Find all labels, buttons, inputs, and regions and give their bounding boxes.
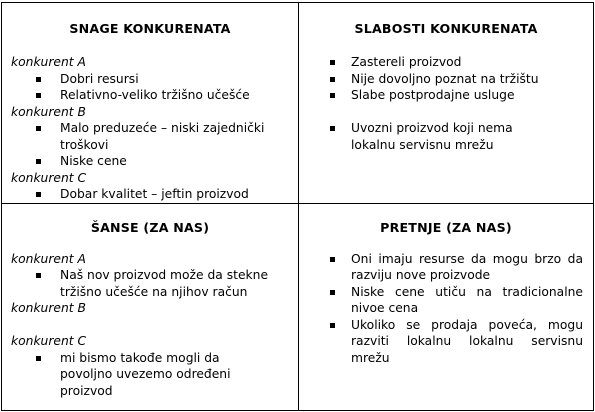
bullet-icon: [330, 257, 335, 262]
bullet-icon: [36, 192, 41, 197]
strengths-competitor-a-list: [2, 71, 298, 104]
list-item: Nije dovoljno poznat na tržištu: [299, 71, 593, 88]
list-spacer: [299, 104, 593, 121]
bullet-icon: [36, 77, 41, 82]
bullet-icon: [36, 356, 41, 361]
bullet-icon: [330, 323, 335, 328]
list-item: Dobar kvalitet – jeftin proizvod: [2, 186, 298, 203]
strengths-title: SNAGE KONKURENATA: [69, 21, 231, 36]
swot-table: [1, 2, 594, 411]
opportunities-quadrant: [2, 203, 299, 411]
list-item: Naš nov proizvod može da stekne tržišno učešće na njihov račun: [2, 267, 298, 300]
bullet-icon: [36, 126, 41, 131]
bullet-icon: [330, 290, 335, 295]
list-item: Malo preduzeće – niski zajednički troškovi: [2, 120, 298, 153]
opportunities-competitor-c-list: [2, 350, 298, 400]
strengths-quadrant: [2, 3, 299, 204]
list-item: Zastereli proizvod: [299, 54, 593, 71]
list-item: Oni imaju resurse da mogu brzo da razviju nove proizvode: [299, 251, 593, 284]
strengths-competitor-b-label: konkurent B: [11, 104, 86, 119]
threats-title: PRETNJE (ZA NAS): [380, 219, 512, 235]
opportunities-competitor-a-label: konkurent A: [11, 251, 86, 266]
list-item: Slabe postprodajne usluge: [299, 87, 593, 104]
threats-list: [299, 251, 593, 367]
opportunities-competitor-b-label: konkurent B: [11, 301, 86, 315]
list-item: Niske cene: [2, 153, 298, 170]
weaknesses-quadrant: [299, 3, 594, 204]
bullet-icon: [36, 159, 41, 164]
bullet-icon: [36, 273, 41, 278]
bullet-icon: [330, 77, 335, 82]
bullet-icon: [330, 126, 335, 131]
list-item: Niske cene utiču na tradicionalne nivoe cena: [299, 284, 593, 317]
list-item: Relativno-veliko tržišno učešće: [2, 87, 298, 104]
opportunities-competitor-a-list: [2, 267, 298, 300]
spacer: [2, 317, 298, 334]
weaknesses-title: SLABOSTI KONKURENATA: [354, 21, 538, 36]
weaknesses-list: [299, 54, 593, 153]
strengths-competitor-c-list: [2, 186, 298, 203]
list-item: Uvozni proizvod koji nema lokalnu servisnu mrežu: [299, 120, 593, 153]
threats-quadrant: [299, 203, 594, 411]
strengths-competitor-b-list: [2, 120, 298, 170]
bullet-icon: [36, 93, 41, 98]
bullet-icon: [330, 93, 335, 98]
list-item: Dobri resursi: [2, 71, 298, 88]
opportunities-competitor-c-label: konkurent C: [11, 334, 87, 348]
bullet-icon: [330, 60, 335, 65]
opportunities-title: ŠANSE (ZA NAS): [90, 219, 210, 235]
list-item: mi bismo takođe mogli da povoljno uvezemo određeni proizvod: [2, 350, 298, 400]
list-item: Ukoliko se prodaja poveća, mogu razviti lokalnu lokalnu servisnu mrežu: [299, 317, 593, 367]
strengths-competitor-c-label: konkurent C: [11, 170, 87, 185]
strengths-competitor-a-label: konkurent A: [11, 55, 86, 69]
